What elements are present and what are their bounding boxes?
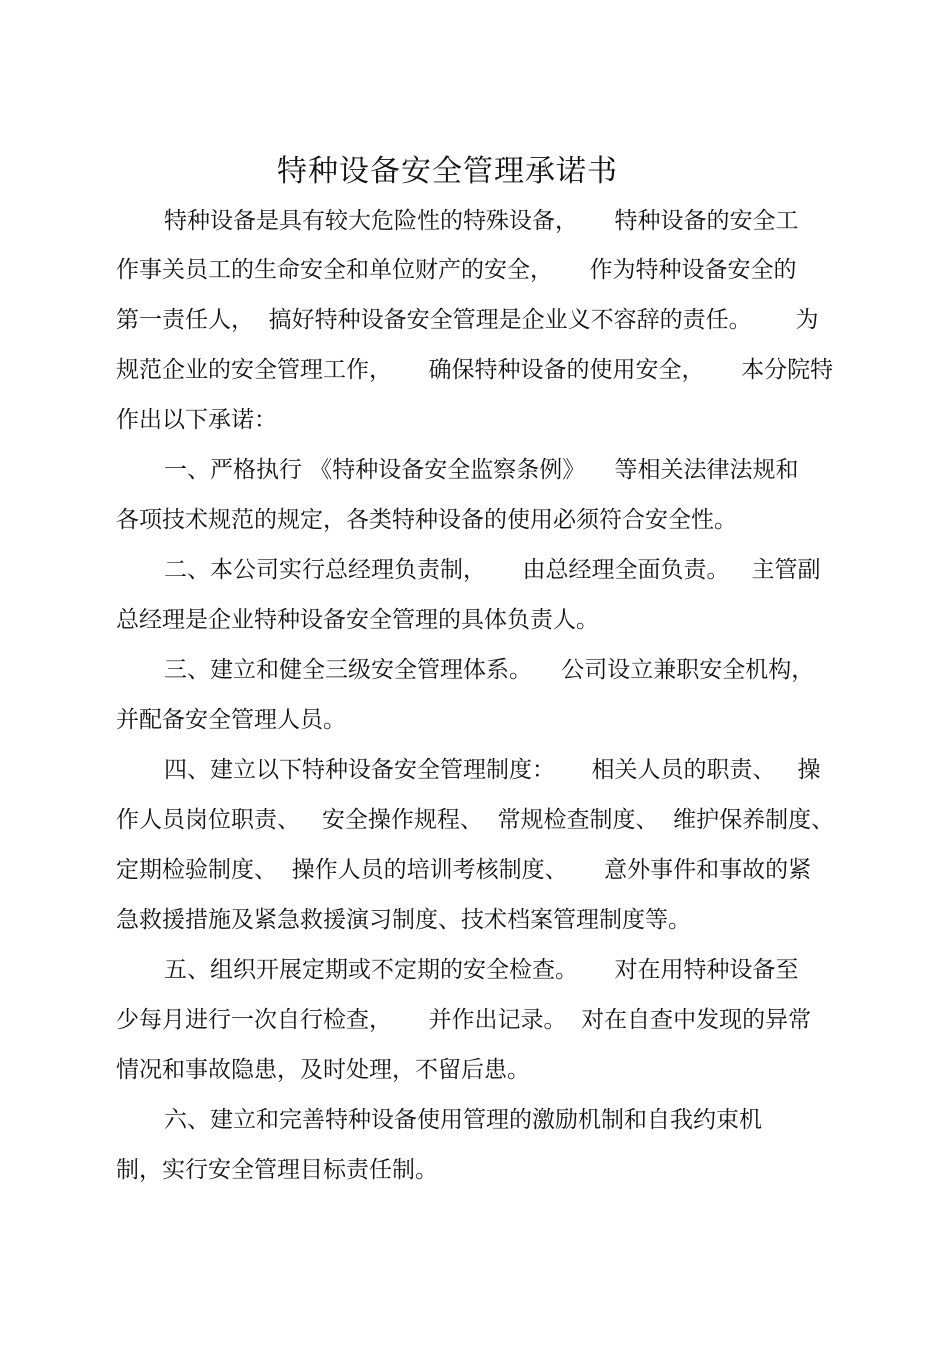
paragraph-line: 并配备安全管理人员。 <box>116 707 346 733</box>
paragraph-line: 定期检验制度、 操作人员的培训考核制度、 意外事件和事故的紧 <box>116 857 812 883</box>
paragraph-line: 三、建立和健全三级安全管理体系。 公司设立兼职安全机构， <box>164 657 815 683</box>
paragraph-line: 少每月进行一次自行检查， 并作出记录。 对在自查中发现的异常 <box>116 1007 812 1033</box>
paragraph-line: 二、本公司实行总经理负责制， 由总经理全面负责。 主管副 <box>164 557 821 583</box>
paragraph-line: 各项技术规范的规定，各类特种设备的使用必须符合安全性。 <box>116 507 737 533</box>
paragraph-line: 一、严格执行 《特种设备安全监察条例》 等相关法律法规和 <box>164 457 799 483</box>
paragraph-line: 急救援措施及紧急救援演习制度、技术档案管理制度等。 <box>116 907 691 933</box>
paragraph-line: 制，实行安全管理目标责任制。 <box>116 1157 438 1183</box>
document-title: 特种设备安全管理承诺书 <box>277 154 618 189</box>
paragraph-line: 情况和事故隐患，及时处理，不留后患。 <box>116 1057 530 1083</box>
paragraph-line: 作出以下承诺： <box>116 407 277 433</box>
paragraph-line: 特种设备是具有较大危险性的特殊设备， 特种设备的安全工 <box>164 208 799 234</box>
paragraph-line: 第一责任人， 搞好特种设备安全管理是企业义不容辞的责任。 为 <box>116 307 819 333</box>
paragraph-line: 五、组织开展定期或不定期的安全检查。 对在用特种设备至 <box>164 957 799 983</box>
paragraph-line: 规范企业的安全管理工作， 确保特种设备的使用安全， 本分院特 <box>116 357 834 383</box>
paragraph-line: 作人员岗位职责、 安全操作规程、 常规检查制度、 维护保养制度、 <box>116 807 835 833</box>
paragraph-line: 四、建立以下特种设备安全管理制度： 相关人员的职责、 操 <box>164 757 821 783</box>
paragraph-line: 作事关员工的生命安全和单位财产的安全， 作为特种设备安全的 <box>116 257 797 283</box>
paragraph-line: 总经理是企业特种设备安全管理的具体负责人。 <box>116 607 599 633</box>
paragraph-line: 六、建立和完善特种设备使用管理的激励机制和自我约束机 <box>164 1107 762 1133</box>
